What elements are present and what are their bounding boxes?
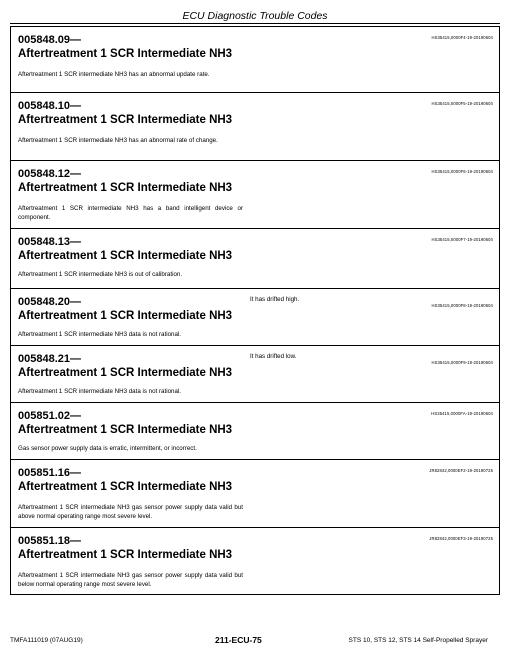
- dtc-code: 005848.21—: [18, 353, 81, 365]
- dtc-title: Aftertreatment 1 SCR Intermediate NH3: [18, 114, 233, 126]
- page-header-title: ECU Diagnostic Trouble Codes: [182, 10, 328, 22]
- dtc-title: Aftertreatment 1 SCR Intermediate NH3: [18, 481, 233, 493]
- dtc-description: Aftertreatment 1 SCR intermediate NH3 has a band intelligent device or component.: [18, 205, 243, 221]
- dtc-code: 005848.12—: [18, 168, 81, 180]
- dtc-code: 005848.20—: [18, 296, 81, 308]
- dtc-description: Aftertreatment 1 SCR intermediate NH3 is out of calibration.: [18, 271, 183, 278]
- dtc-title: Aftertreatment 1 SCR Intermediate NH3: [18, 250, 233, 262]
- dtc-entry: [10, 345, 500, 402]
- dtc-entry: [10, 26, 500, 92]
- document-id: TMFA111019 (07AUG19): [10, 637, 83, 644]
- dtc-title: Aftertreatment 1 SCR Intermediate NH3: [18, 424, 233, 436]
- dtc-title: Aftertreatment 1 SCR Intermediate NH3: [18, 367, 233, 379]
- page-header: [10, 9, 500, 24]
- dtc-entry: [10, 527, 500, 595]
- dtc-title: Aftertreatment 1 SCR Intermediate NH3: [18, 182, 233, 194]
- dtc-reference-id: JR82842,0000EF3-19-20190725: [429, 536, 493, 541]
- dtc-reference-id: HS35415,0000F5-19-20190604: [431, 101, 493, 106]
- dtc-reference-id: HS35415,0000F9-19-20190604: [431, 360, 493, 365]
- dtc-description: Aftertreatment 1 SCR intermediate NH3 gas sensor power supply data valid but below normal operating range most severe level.: [18, 572, 243, 588]
- dtc-condition-note: It has drifted high.: [250, 296, 300, 303]
- dtc-description: Aftertreatment 1 SCR intermediate NH3 data is not rational.: [18, 331, 182, 338]
- dtc-code: 005848.13—: [18, 236, 81, 248]
- dtc-title: Aftertreatment 1 SCR Intermediate NH3: [18, 549, 233, 561]
- dtc-title: Aftertreatment 1 SCR Intermediate NH3: [18, 48, 233, 60]
- dtc-condition-note: It has drifted low.: [250, 353, 297, 360]
- dtc-title: Aftertreatment 1 SCR Intermediate NH3: [18, 310, 233, 322]
- dtc-entry: [10, 459, 500, 527]
- dtc-entry-list: [10, 26, 500, 595]
- dtc-description: Gas sensor power supply data is erratic, intermittent, or incorrect.: [18, 445, 197, 452]
- dtc-description: Aftertreatment 1 SCR intermediate NH3 gas sensor power supply data valid but above normal operating range most severe level.: [18, 504, 243, 520]
- dtc-code: 005851.02—: [18, 410, 81, 422]
- dtc-code: 005851.16—: [18, 467, 81, 479]
- dtc-code: 005851.18—: [18, 535, 81, 547]
- dtc-reference-id: HS35415,0000F4-19-20190604: [431, 35, 493, 40]
- dtc-reference-id: HS35415,0000F7-19-20190604: [431, 237, 493, 242]
- dtc-description: Aftertreatment 1 SCR intermediate NH3 data is not rational.: [18, 388, 182, 395]
- page-number: 211-ECU-75: [215, 635, 262, 645]
- dtc-reference-id: JR82842,0000EF2-19-20190725: [429, 468, 493, 473]
- dtc-reference-id: HS35415,0000F6-19-20190604: [431, 169, 493, 174]
- dtc-description: Aftertreatment 1 SCR intermediate NH3 has an abnormal update rate.: [18, 71, 210, 78]
- dtc-reference-id: HS35415,0000F8-19-20190604: [431, 303, 493, 308]
- dtc-entry: [10, 228, 500, 288]
- dtc-description: Aftertreatment 1 SCR intermediate NH3 has an abnormal rate of change.: [18, 137, 218, 144]
- dtc-code: 005848.09—: [18, 34, 81, 46]
- manual-title: STS 10, STS 12, STS 14 Self-Propelled Sprayer: [348, 637, 488, 644]
- page-footer: [10, 636, 500, 645]
- dtc-entry: [10, 92, 500, 160]
- dtc-reference-id: HS35415,0000FA-19-20190604: [431, 411, 493, 416]
- dtc-entry: [10, 288, 500, 345]
- dtc-entry: [10, 402, 500, 459]
- dtc-entry: [10, 160, 500, 228]
- dtc-code: 005848.10—: [18, 100, 81, 112]
